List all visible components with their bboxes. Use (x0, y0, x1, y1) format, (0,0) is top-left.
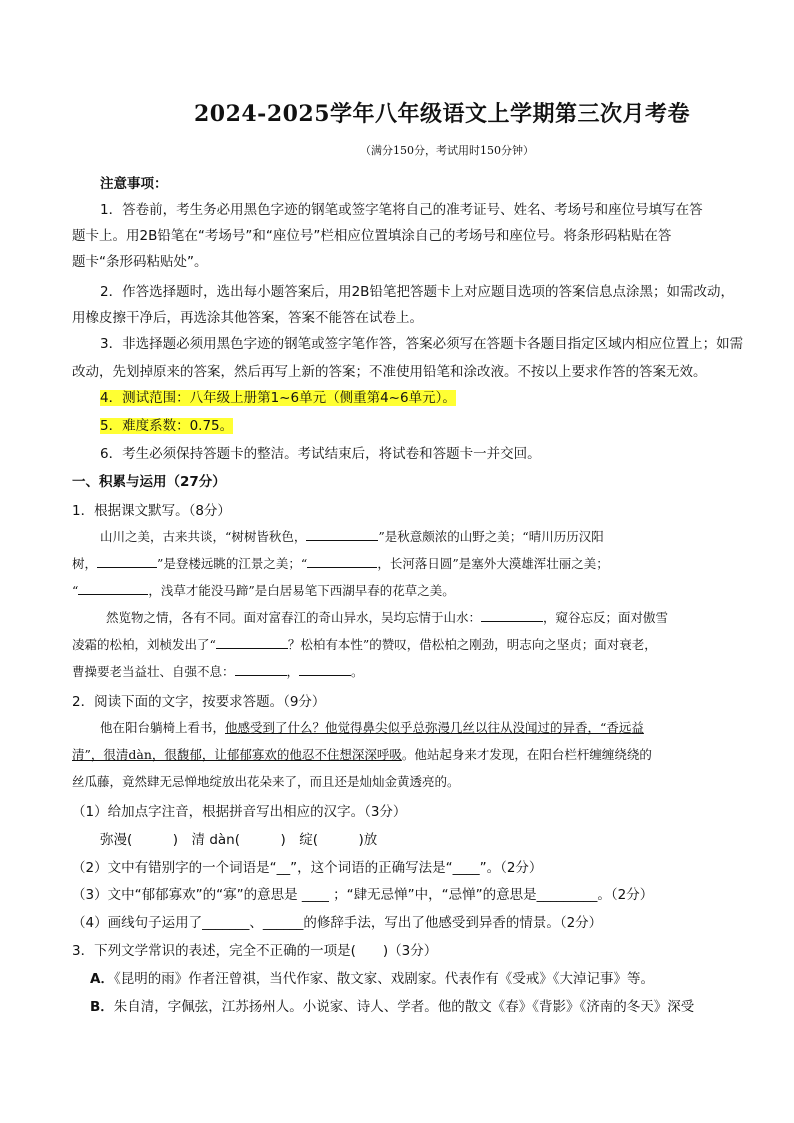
notice-6: 6．考生必须保持答题卡的整洁。考试结束后，将试卷和答题卡一并交回。 (100, 446, 541, 462)
notice-2b: 用橡皮擦干净后，再选涂其他答案，答案不能答在试卷上。 (72, 310, 423, 326)
q2-passage-2: 清”，很清dàn，很馥郁，让郁郁寡欢的他忍不住想深深呼吸。他站起身来才发现，在阳台栏杆缠缠绕绕的 (72, 747, 652, 762)
notice-1b: 题卡上。用2B铅笔在“考场号”和“座位号”栏相应位置填涂自己的考场号和座位号。将条形码粘贴在答 (72, 228, 672, 244)
q1-line-1: 山川之美，古来共谈，“树树皆秋色， ”是秋意颇浓的山野之美；“晴川历历汉阳 (100, 529, 604, 544)
q1-line-5: 凌霜的松柏，刘桢发出了“ ？松柏有本性”的赞叹，借松柏之刚劲，明志向之坚贞；面对衰老， (72, 637, 657, 652)
page-subtitle: （满分150分，考试用时150分钟） (360, 144, 534, 157)
q1-line-3: “ ，浅草才能没马蹄”是白居易笔下西湖早春的花草之美。 (72, 583, 455, 598)
q1-line-4: 然览物之情，各有不同。面对富春江的奇山异水，吴均忘情于山水： ，窥谷忘反；面对傲雪 (106, 610, 669, 625)
notice-2a: 2．作答选择题时，选出每小题答案后，用2B铅笔把答题卡上对应题目选项的答案信息点涂黑；如需改动， (100, 284, 734, 300)
q3-option-a: A．《昆明的雨》作者汪曾祺，当代作家、散文家、戏剧家。代表作有《受戒》《大淖记事》等。 (90, 971, 654, 987)
q2-sub-1: （1）给加点字注音，根据拼音写出相应的汉字。（3分） (72, 804, 407, 820)
q2-sub-3: （3）文中“郁郁寡欢”的“寡”的意思是 ____ ；“肆无忌惮”中，“忌惮”的意思是_________。（2分） (72, 887, 654, 903)
q2-sub-2: （2）文中有错别字的一个词语是“__”，这个词语的正确写法是“____”。（2分） (72, 860, 543, 876)
notice-4-highlight: 4．测试范围：八年级上册第1~6单元（侧重第4~6单元）。 (100, 390, 456, 406)
notice-heading: 注意事项： (100, 176, 168, 192)
notice-5-highlight: 5．难度系数：0.75。 (100, 418, 234, 434)
section-1-heading: 一、积累与运用（27分） (72, 474, 226, 490)
notice-3b: 改动，先划掉原来的答案，然后再写上新的答案；不准使用铅笔和涂改液。不按以上要求作答的答案无效。 (72, 364, 707, 380)
q2-stem: 2．阅读下面的文字，按要求答题。（9分） (72, 694, 326, 710)
q1-stem: 1．根据课文默写。（8分） (72, 503, 231, 519)
q2-passage-1: 他在阳台躺椅上看书，他感受到了什么？他觉得鼻尖似乎总弥漫几丝以往从没闻过的异香，“香远益 (100, 720, 644, 735)
q1-line-6: 曹操要老当益壮、自强不息： ， 。 (72, 664, 364, 679)
q2-sub-4: （4）画线句子运用了_______、______的修辞手法，写出了他感受到异香的情景。（2分） (72, 915, 603, 931)
q2-sub-1-answer-line: 弥漫( ) 清 dàn( ) 绽( )放 (100, 832, 378, 848)
q3-option-b: B．朱自清，字佩弦，江苏扬州人。小说家、诗人、学者。他的散文《春》《背影》《济南的冬天》深受 (90, 999, 695, 1015)
page-title: 2024-2025学年八年级语文上学期第三次月考卷 (193, 101, 691, 127)
notice-3a: 3．非选择题必须用黑色字迹的钢笔或签字笔作答，答案必须写在答题卡各题目指定区域内相应位置上；如需 (100, 336, 744, 352)
q2-passage-3: 丝瓜藤，竟然肆无忌惮地绽放出花朵来了，而且还是灿灿金黄透亮的。 (72, 774, 460, 789)
notice-1c: 题卡“条形码粘贴处”。 (72, 254, 208, 270)
notice-1a: 1．答卷前，考生务必用黑色字迹的钢笔或签字笔将自己的准考证号、姓名、考场号和座位号填写在答 (100, 202, 703, 218)
q3-stem: 3．下列文学常识的表述，完全不正确的一项是( )（3分） (72, 943, 438, 959)
q1-line-2: 树， ”是登楼远眺的江景之美；“ ，长河落日圆”是塞外大漠雄浑壮丽之美； (72, 556, 609, 571)
